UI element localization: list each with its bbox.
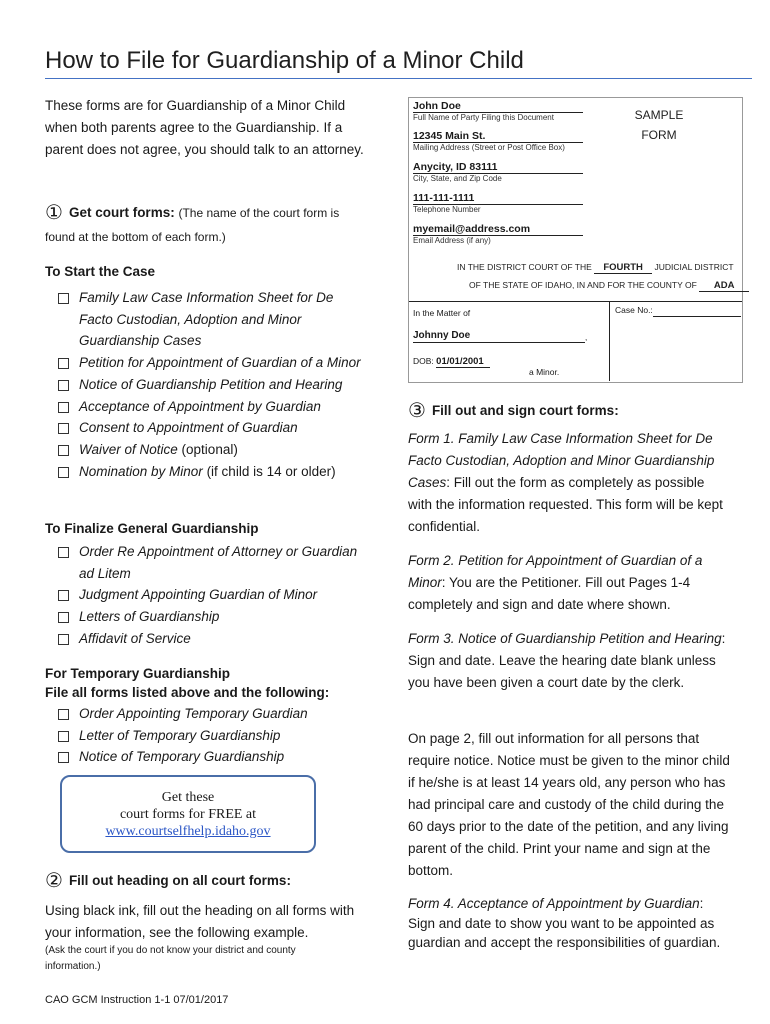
sample-email: myemail@address.com [413,223,531,235]
step2-note: (Ask the court if you do not know your district and county information.) [45,945,296,972]
start-case-list [45,287,365,482]
checkbox[interactable] [58,634,69,645]
list-item: Judgment Appointing Guardian of Minor [45,584,365,606]
list-item: Notice of Temporary Guardianship [45,746,365,768]
checkbox[interactable] [58,293,69,304]
temporary-list [45,703,365,768]
district-field: FOURTH [594,262,652,274]
sample-label: SAMPLE [634,108,684,122]
dob-field: 01/01/2001 [436,356,490,368]
page-title: How to File for Guardianship of a Minor Child [45,47,524,74]
step1-label: Get court forms: [68,205,175,220]
sample-phone: 111-111-1111 [413,192,475,204]
list-item: Affidavit of Service [45,628,365,650]
sample-address-caption: Mailing Address (Street or Post Office Box) [413,143,565,152]
step1-note: (The name of the court form is found at the bottom of each form.) [45,206,340,244]
court-line-1: IN THE DISTRICT COURT OF THE FOURTH JUDICIAL DISTRICT [457,262,734,273]
step3-number: ③ [408,398,426,422]
footer: CAO GCM Instruction 1-1 07/01/2017 [45,994,229,1006]
sample-divider [409,301,742,302]
form4-instructions: Form 4. Acceptance of Appointment by Guardian: Sign and date to show you want to be appointed as guardian and accept the responsibilities of guardian. [408,896,721,950]
checkbox[interactable] [58,402,69,413]
list-item: Family Law Case Information Sheet for De Facto Custodian, Adoption and Minor Guardianship Cases [45,287,365,352]
list-item: Acceptance of Appointment by Guardian [45,396,365,418]
checkbox[interactable] [58,380,69,391]
checkbox[interactable] [58,547,69,558]
sample-city: Anycity, ID 83111 [413,161,498,173]
dob-row: DOB: 01/01/2001 [413,356,490,368]
comma: , [585,333,588,342]
sample-address: 12345 Main St. [413,130,486,142]
list-item: Waiver of Notice (optional) [45,439,365,461]
finalize-list [45,541,365,650]
courtselfhelp-link[interactable]: www.courtselfhelp.idaho.gov [105,824,271,839]
checkbox[interactable] [58,590,69,601]
checkbox[interactable] [58,612,69,623]
list-item: Order Re Appointment of Attorney or Guardian ad Litem [45,541,365,584]
step2-heading [45,868,291,892]
sample-email-caption: Email Address (if any) [413,236,491,245]
checkbox[interactable] [58,731,69,742]
checkbox[interactable] [58,423,69,434]
checkbox[interactable] [58,467,69,478]
sample-phone-caption: Telephone Number [413,205,481,214]
case-no-label: Case No.: [615,305,653,315]
list-item: Nomination by Minor (if child is 14 or older) [45,461,365,483]
temporary-heading: For Temporary Guardianship File all forms listed above and the following: [45,666,330,700]
callout-line2: court forms for FREE at [119,807,257,822]
start-case-heading: To Start the Case [45,264,156,279]
case-no-line [653,316,741,317]
free-forms-callout [60,775,316,853]
minor-label: a Minor. [529,367,560,377]
step2-text: Using black ink, fill out the heading on all forms with your information, see the following example. [45,903,355,940]
title-divider [45,78,752,79]
child-name: Johnny Doe [413,330,471,341]
sample-name-caption: Full Name of Party Filing this Document [413,113,554,122]
list-item: Consent to Appointment of Guardian [45,417,365,439]
step3-label: Fill out and sign court forms: [431,403,619,418]
sample-city-caption: City, State, and Zip Code [413,174,502,183]
step3-heading [408,398,619,422]
sample-form [408,97,743,383]
intro-paragraph: These forms are for Guardianship of a Minor Child when both parents agree to the Guardianship. If a parent does not agree, you should talk to an attorney. [45,98,364,157]
sample-vertical-divider [609,301,610,381]
sample-name: John Doe [413,100,461,112]
step1-number: ① [45,200,63,224]
list-item: Letters of Guardianship [45,606,365,628]
callout-line1: Get these [161,790,215,805]
checkbox[interactable] [58,709,69,720]
finalize-heading: To Finalize General Guardianship [45,521,259,536]
checkbox[interactable] [58,358,69,369]
court-line-2: OF THE STATE OF IDAHO, IN AND FOR THE COUNTY OF ADA [469,280,749,292]
list-item: Notice of Guardianship Petition and Hearing [45,374,365,396]
child-name-line [413,342,585,343]
matter-label: In the Matter of [413,308,471,318]
checkbox[interactable] [58,752,69,763]
list-item: Petition for Appointment of Guardian of a Minor [45,352,365,374]
checkbox[interactable] [58,445,69,456]
form3-instructions: Form 3. Notice of Guardianship Petition and Hearing: Sign and date. Leave the hearing date blank unless you have been given a court date by the clerk. [408,631,726,690]
step2-label: Fill out heading on all court forms: [68,873,291,888]
county-field: ADA [699,280,749,292]
step2-number: ② [45,868,63,892]
list-item: Letter of Temporary Guardianship [45,725,365,747]
list-item: Order Appointing Temporary Guardian [45,703,365,725]
step1-block [45,200,365,249]
form2-instructions: Form 2. Petition for Appointment of Guardian of a Minor: You are the Petitioner. Fill out Pages 1-4 completely and sign and date where shown. [408,553,703,612]
form1-instructions: Form 1. Family Law Case Information Sheet for De Facto Custodian, Adoption and Minor Guardianship Cases: Fill out the form as completely as possible with the information requested. This form will be kept confidential. [408,431,723,534]
page2-instructions: On page 2, fill out information for all persons that require notice. Notice must be given to the minor child if he/she is at least 14 years old, any person who has had principal care and custody of the child during the 60 days prior to the date of the petition, and any living parent of the child. Print your name and sign at the bottom. [408,731,730,878]
form-label: FORM [641,128,677,142]
